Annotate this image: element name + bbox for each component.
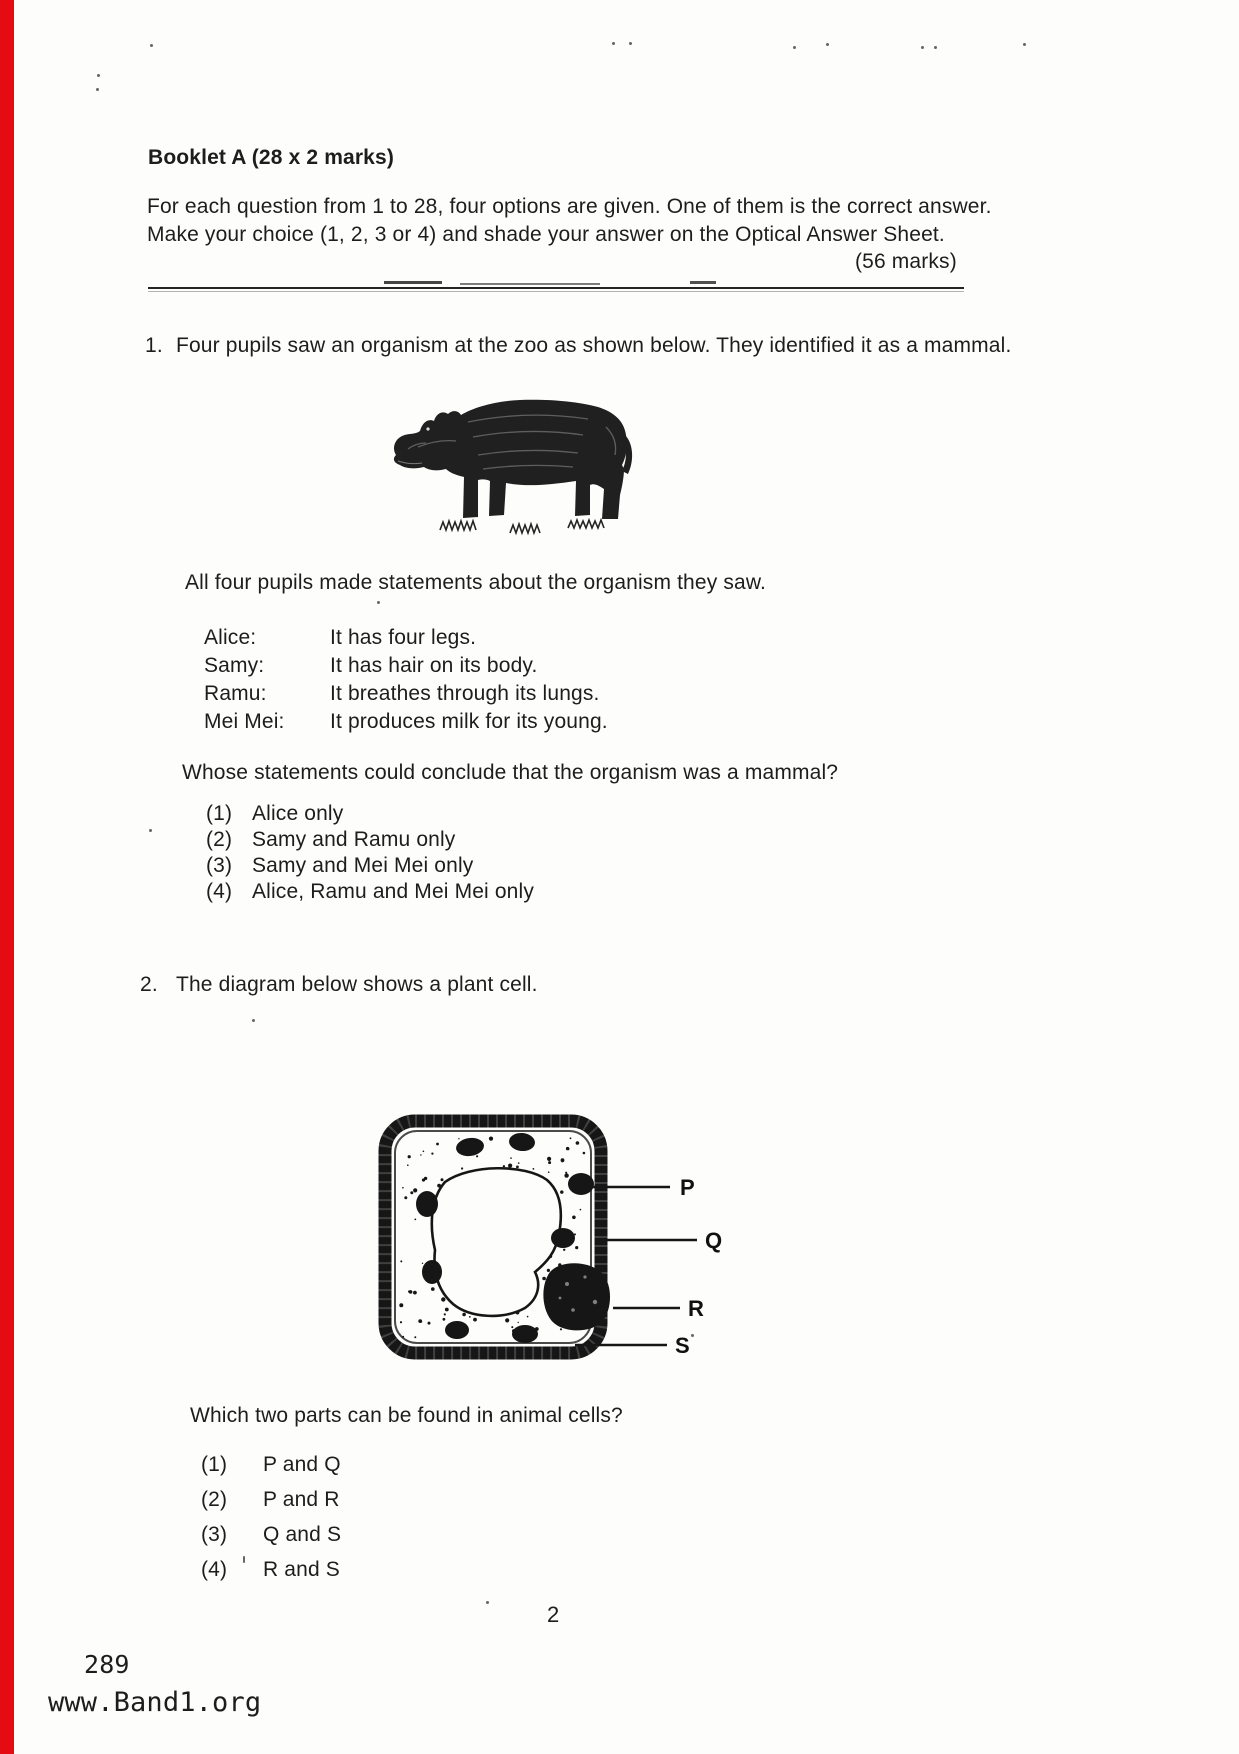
option-number: (3)	[201, 1523, 228, 1546]
scan-speck	[252, 1019, 255, 1022]
scan-speck	[486, 1601, 489, 1604]
statement-name: Mei Mei:	[204, 710, 285, 733]
separator-artifact	[460, 283, 600, 285]
option-row	[206, 879, 534, 904]
scan-speck	[1023, 43, 1026, 46]
q1-statements-intro: All four pupils made statements about the organism they saw.	[185, 571, 766, 594]
option-row	[201, 1452, 341, 1477]
scan-speck	[150, 44, 153, 47]
option-row	[206, 827, 455, 852]
separator-artifact	[384, 281, 442, 284]
separator-rule	[148, 287, 964, 289]
q1-number: 1.	[145, 334, 163, 357]
option-label: Samy and Ramu only	[252, 828, 456, 851]
option-label: Alice only	[252, 802, 344, 825]
footer-website: www.Band1.org	[48, 1687, 262, 1718]
scan-speck	[612, 42, 615, 45]
option-number: (2)	[201, 1488, 228, 1511]
booklet-title: Booklet A (28 x 2 marks)	[148, 146, 394, 169]
option-row	[206, 853, 473, 878]
vacuole	[432, 1168, 561, 1316]
plant-cell-diagram	[375, 1112, 730, 1364]
scan-speck	[96, 88, 99, 91]
scan-speck	[377, 601, 380, 604]
statement-name: Samy:	[204, 654, 265, 677]
statement-text: It produces milk for its young.	[330, 710, 608, 733]
scan-speck	[934, 46, 937, 49]
statement-row	[204, 709, 608, 734]
q2-prompt: The diagram below shows a plant cell.	[176, 973, 538, 996]
option-number: (1)	[201, 1453, 228, 1476]
option-label: Samy and Mei Mei only	[252, 854, 474, 877]
label-Q: Q	[705, 1228, 723, 1253]
option-row	[201, 1522, 341, 1547]
q1-prompt: Four pupils saw an organism at the zoo as shown below. They identified it as a mammal.	[176, 334, 1012, 357]
option-label: R and S	[263, 1558, 340, 1581]
scan-speck	[97, 74, 100, 77]
marks-note: (56 marks)	[855, 250, 957, 273]
left-red-stripe	[0, 0, 14, 1754]
option-label: Q and S	[263, 1523, 342, 1546]
option-row	[206, 801, 343, 826]
statement-text: It has hair on its body.	[330, 654, 538, 677]
q2-number: 2.	[140, 973, 158, 996]
footer-code: 289	[84, 1650, 130, 1679]
option-label: Alice, Ramu and Mei Mei only	[252, 880, 534, 903]
statement-name: Ramu:	[204, 682, 267, 705]
hippo-image	[378, 377, 668, 545]
statement-row	[204, 681, 600, 706]
page-number: 2	[547, 1602, 560, 1627]
option-number: (4)	[206, 880, 233, 903]
option-number: (3)	[206, 854, 233, 877]
option-number: (4)	[201, 1558, 228, 1581]
instructions-line2: Make your choice (1, 2, 3 or 4) and shade your answer on the Optical Answer Sheet.	[147, 223, 945, 246]
statement-row	[204, 625, 476, 650]
statement-row	[204, 653, 538, 678]
nucleus	[543, 1263, 610, 1330]
instructions-line1: For each question from 1 to 28, four options are given. One of them is the correct answer.	[147, 195, 992, 218]
statement-name: Alice:	[204, 626, 257, 649]
q1-question: Whose statements could conclude that the organism was a mammal?	[182, 761, 839, 784]
option-number: (1)	[206, 802, 233, 825]
separator-artifact	[690, 281, 716, 284]
label-P: P	[680, 1175, 695, 1200]
option-row	[201, 1557, 340, 1582]
separator-rule-echo	[148, 291, 964, 292]
statement-text: It has four legs.	[330, 626, 477, 649]
scan-speck	[793, 46, 796, 49]
statement-text: It breathes through its lungs.	[330, 682, 600, 705]
scan-speck	[629, 42, 632, 45]
scan-speck	[826, 43, 829, 46]
option-number: (2)	[206, 828, 233, 851]
option-row	[201, 1487, 340, 1512]
option-label: P and Q	[263, 1453, 341, 1476]
label-S: S	[675, 1333, 690, 1358]
option-label: P and R	[263, 1488, 340, 1511]
scan-speck	[921, 46, 924, 49]
scan-speck	[149, 829, 152, 832]
q2-question: Which two parts can be found in animal cells?	[190, 1404, 623, 1427]
label-R: R	[688, 1296, 704, 1321]
